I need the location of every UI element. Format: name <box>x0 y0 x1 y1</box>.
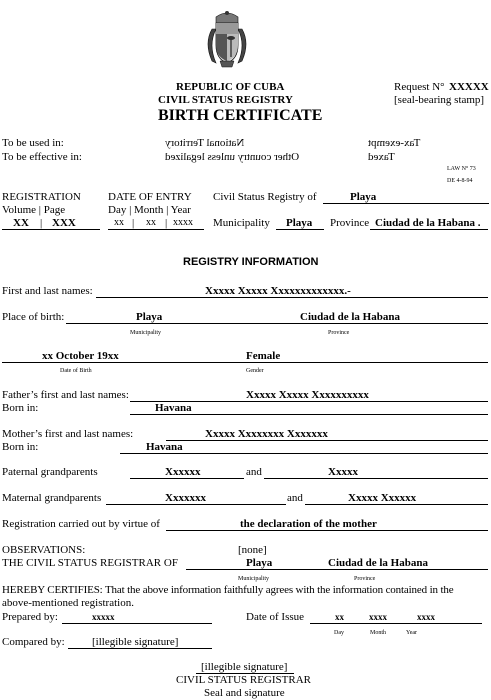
father-born-value: Havana <box>155 402 192 414</box>
stamp-note: [seal-bearing stamp] <box>394 94 485 106</box>
date-of-entry-label: DATE OF ENTRY <box>108 191 192 203</box>
coat-of-arms <box>198 3 256 69</box>
registrar-title: CIVIL STATUS REGISTRAR <box>176 674 311 686</box>
effective-value: Other country unless legalized <box>165 151 300 163</box>
registrar-municipality-caption: Municipality <box>238 576 269 582</box>
gender-value: Female <box>246 350 281 362</box>
mother-value: Xxxxx Xxxxxxxx Xxxxxxx <box>205 428 328 440</box>
maternal-gp-label: Maternal grandparents <box>2 492 102 504</box>
paternal-gp-and: and <box>246 466 262 478</box>
issue-year: xxxx <box>417 612 435 622</box>
year-caption: Year <box>406 630 418 636</box>
province-value: Ciudad de la Habana . <box>375 217 481 229</box>
day-caption: Day <box>334 630 344 636</box>
taxed: Taxed <box>368 151 395 163</box>
mother-label: Mother’s first and last names: <box>2 428 134 440</box>
effective-label: To be effective in: <box>2 151 82 163</box>
civil-registry-label: Civil Status Registry of <box>213 191 317 203</box>
mother-born-label: Born in: <box>2 441 39 453</box>
entry-month: xx <box>146 217 156 228</box>
names-label: First and last names: <box>2 285 93 297</box>
tax-exempt: Tax-exempt <box>368 137 421 149</box>
paternal-gp-label: Paternal grandparents <box>2 466 98 478</box>
mother-born-value: Havana <box>146 441 183 453</box>
registrar-province-caption: Province <box>354 576 376 582</box>
divider: | <box>165 217 168 229</box>
registrar-signature: [illegible signature] <box>201 661 288 673</box>
maternal-gp-2: Xxxxx Xxxxxx <box>348 492 417 504</box>
father-label: Father’s first and last names: <box>2 389 129 401</box>
day-month-year-label: Day | Month | Year <box>108 204 191 216</box>
place-province: Ciudad de la Habana <box>300 311 400 323</box>
observations-label: OBSERVATIONS: <box>2 544 86 556</box>
place-municipality: Playa <box>136 311 163 323</box>
gender-caption: Gender <box>246 368 264 374</box>
header-republic: REPUBLIC OF CUBA <box>176 81 285 93</box>
volume-value: XX <box>13 217 29 229</box>
month-caption: Month <box>370 630 387 636</box>
used-in-value: National Territory <box>165 137 245 149</box>
province-label: Province <box>330 217 370 229</box>
names-value: Xxxxx Xxxxx Xxxxxxxxxxxxx.- <box>205 285 351 297</box>
compared-label: Compared by: <box>2 636 65 648</box>
registrar-municipality: Playa <box>246 557 273 569</box>
prepared-value: xxxxx <box>92 612 115 622</box>
maternal-gp-and: and <box>287 492 303 504</box>
municipality-caption: Municipality <box>130 330 161 336</box>
page-value: XXX <box>52 217 76 229</box>
issue-month: xxxx <box>369 612 387 622</box>
divider: | <box>132 217 135 229</box>
virtue-value: the declaration of the mother <box>240 518 377 530</box>
compared-value: [illegible signature] <box>92 636 179 648</box>
entry-year: xxxx <box>173 217 193 228</box>
prepared-label: Prepared by: <box>2 611 58 623</box>
province-caption: Province <box>328 330 350 336</box>
dob-caption: Date of Birth <box>60 368 92 374</box>
registrar-province: Ciudad de la Habana <box>328 557 428 569</box>
civil-registry-value: Playa <box>350 191 377 203</box>
father-born-label: Born in: <box>2 402 39 414</box>
request-number: XXXXX <box>449 81 489 93</box>
issue-day: xx <box>335 612 344 622</box>
law-number: LAW N° 73 <box>447 166 476 172</box>
entry-day: xx <box>114 217 124 228</box>
registration-label: REGISTRATION <box>2 191 81 203</box>
municipality-label: Municipality <box>213 217 270 229</box>
paternal-gp-1: Xxxxxx <box>165 466 201 478</box>
volume-page-label: Volume | Page <box>2 204 66 216</box>
registrar-of-label: THE CIVIL STATUS REGISTRAR OF <box>2 557 178 569</box>
certifies-line-2: above-mentioned registration. <box>2 597 134 609</box>
observations-value: [none] <box>238 544 267 556</box>
municipality-value: Playa <box>286 217 313 229</box>
header-registry: CIVIL STATUS REGISTRY <box>158 94 293 106</box>
divider: | <box>40 217 43 229</box>
seal-and-signature: Seal and signature <box>204 687 285 699</box>
registry-info-heading: REGISTRY INFORMATION <box>183 256 319 268</box>
father-value: Xxxxx Xxxxx Xxxxxxxxxx <box>246 389 369 401</box>
decree-date: DE 4-8-94 <box>447 178 473 184</box>
dob-value: xx October 19xx <box>42 350 119 362</box>
certifies-line-1: HEREBY CERTIFIES: That the above information faithfully agrees with the information contained in the <box>2 584 454 596</box>
issue-label: Date of Issue <box>246 611 305 623</box>
paternal-gp-2: Xxxxx <box>328 466 358 478</box>
virtue-label: Registration carried out by virtue of <box>2 518 160 530</box>
document-title: BIRTH CERTIFICATE <box>158 107 323 124</box>
maternal-gp-1: Xxxxxxx <box>165 492 206 504</box>
request-label: Request N° <box>394 81 445 93</box>
used-in-label: To be used in: <box>2 137 64 149</box>
place-label: Place of birth: <box>2 311 65 323</box>
